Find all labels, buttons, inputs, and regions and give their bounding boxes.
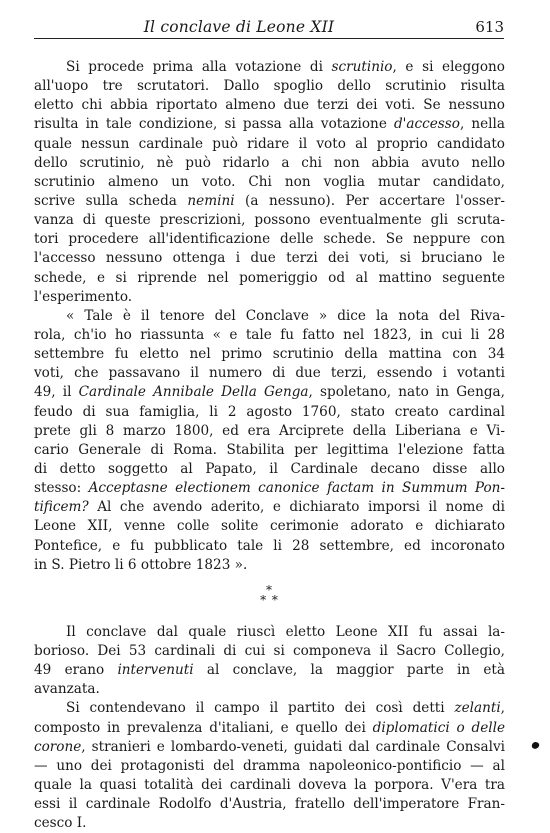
text-line (34, 135, 505, 154)
text-line (34, 479, 505, 498)
text-line (34, 517, 505, 536)
italic-text: nemini (187, 192, 235, 209)
text-line (34, 498, 505, 517)
text-run: , stranieri e lombardo-veneti, guidati dal cardinale Consalvi (81, 738, 505, 755)
text-line (34, 326, 505, 345)
asterism-divider: * * * (260, 582, 279, 607)
italic-text: diplomatici o delle (372, 719, 505, 736)
italic-text: d'accesso (393, 116, 460, 133)
paragraph-rivarola-note (34, 307, 505, 575)
text-run: di detto soggetto al Papato, il Cardinale decano disse allo (34, 460, 505, 477)
text-line (34, 288, 505, 307)
paragraph-voting-procedure (34, 58, 505, 307)
text-run: cesco I. (34, 815, 87, 832)
text-run: scrive sulla scheda (34, 192, 188, 209)
text-run: Si contendevano il campo il partito dei così detti (66, 700, 455, 717)
text-line (34, 403, 505, 422)
text-run: prete gli 8 marzo 1800, ed era Arciprete della Liberiana e Vi- (34, 422, 505, 439)
text-run: l'accesso nessuno ottenga i due terzi dei voti, si bruciano le (34, 250, 505, 267)
text-run: 49 erano (34, 662, 118, 679)
text-line (34, 249, 505, 268)
text-run: scrutinio almeno un voto. Chi non voglia mutar candidato, (34, 173, 505, 190)
text-run: voti, che passavano il numero di due terzi, essendo i votanti (34, 365, 505, 382)
text-run: quale la quasi totalità dei cardinali doveva la porpora. V'era tra (34, 776, 505, 793)
text-line (34, 680, 505, 699)
text-run: all'uopo tre scrutatori. Dallo spoglio dello scrutinio risulta (34, 78, 505, 95)
text-run: stesso: (34, 480, 89, 497)
text-line (34, 58, 505, 77)
text-run: dello scrutinio, nè può ridarlo a chi non abbia avuto nello (34, 154, 505, 171)
text-run: eletto chi abbia riportato almeno due terzi dei voti. Se nessuno (34, 97, 505, 114)
text-run: , nella (459, 116, 505, 133)
italic-text: corone (34, 738, 82, 755)
text-run: composto in prevalenza d'italiani, e quello dei (34, 719, 373, 736)
text-run: (a nessuno). Per accertare l'osser- (234, 192, 505, 209)
italic-text: tificem? (34, 499, 89, 516)
text-line (34, 230, 505, 249)
text-line (34, 441, 505, 460)
page-number: 613 (475, 18, 504, 36)
text-line (34, 364, 505, 383)
text-line (34, 383, 505, 402)
text-run: risulta in tale condizione, si passa alla votazione (34, 116, 394, 133)
text-run: quale nessun cardinale può ridare il voto al proprio candidato (34, 135, 505, 152)
running-title: Il conclave di Leone XII (143, 18, 335, 36)
text-run: Pontefice, e fu pubblicato tale li 28 settembre, ed incoronato (34, 537, 505, 554)
text-run: schede, e si riprende nel pomeriggio od al mattino seguente (34, 269, 505, 286)
text-line (34, 738, 505, 757)
text-line (34, 661, 505, 680)
text-line (34, 77, 505, 96)
text-line (34, 623, 505, 642)
text-run: vanza di queste prescrizioni, possono eventualmente gli scruta- (34, 212, 505, 229)
text-line (34, 154, 505, 173)
text-run: Il conclave dal quale riuscì eletto Leone XII fu assai la- (66, 623, 505, 640)
text-line (34, 537, 505, 556)
italic-text: Cardinale Annibale Della Genga (78, 384, 309, 401)
text-line (34, 556, 505, 575)
text-line (34, 795, 505, 814)
page-header (34, 12, 504, 39)
text-run: , spoletano, nato in Genga, (308, 384, 505, 401)
text-line (34, 460, 505, 479)
text-run: in S. Pietro li 6 ottobre 1823 ». (34, 556, 248, 573)
text-line (34, 345, 505, 364)
text-run: Si procede prima alla votazione di (66, 59, 332, 75)
italic-text: intervenuti (117, 662, 194, 679)
text-line (34, 642, 505, 661)
italic-text: scrutinio (331, 59, 393, 75)
ink-blot-mark (531, 741, 540, 750)
text-line (34, 192, 505, 211)
text-run: cario Generale di Roma. Stabilita per legittima l'elezione fatta (34, 441, 505, 458)
text-line (34, 776, 505, 795)
text-line (34, 757, 505, 776)
text-line (34, 115, 505, 134)
text-run: Al che avendo aderito, e dichiarato imporsi il nome di (88, 499, 505, 516)
text-line (34, 173, 505, 192)
paragraph-conclave-laborious (34, 623, 505, 700)
text-run: — uno dei protagonisti del dramma napoleonico-pontificio — al (34, 757, 505, 774)
text-run: Leone XII, venne colle solite cerimonie adorato e dichiarato (34, 518, 505, 535)
text-run: 49, il (34, 384, 79, 401)
text-run: essi il cardinale Rodolfo d'Austria, fratello dell'imperatore Fran- (34, 796, 505, 813)
body-text (34, 58, 505, 833)
text-run: settembre fu eletto nel primo scrutinio della mattina con 34 (34, 346, 505, 363)
text-line (34, 211, 505, 230)
text-line (34, 719, 505, 738)
text-line (34, 422, 505, 441)
text-run: , e si eleggono (392, 59, 505, 75)
italic-text: zelanti (454, 700, 501, 717)
text-run: l'esperimento. (34, 288, 133, 305)
italic-text: Acceptasne electionem canonice factam in Summum Pon- (88, 480, 505, 497)
text-run: , (500, 700, 505, 717)
text-run: rola, ch'io ho riassunta « e tale fu fatto nel 1823, in cui li 28 (34, 326, 505, 343)
text-run: feudo di sua famiglia, li 2 agosto 1760, stato creato cardinal (34, 403, 505, 420)
text-run: borioso. Dei 53 cardinali di cui si componeva il Sacro Collegio, (34, 642, 505, 659)
text-run: « Tale è il tenore del Conclave » dice la nota del Riva- (66, 307, 505, 324)
text-line (34, 814, 505, 833)
text-run: al conclave, la maggior parte in età (193, 662, 505, 679)
text-run: tori procedere all'identificazione delle schede. Se neppure con (34, 231, 505, 248)
text-line (34, 269, 505, 288)
text-line (34, 307, 505, 326)
text-line (34, 699, 505, 718)
paragraph-factions (34, 699, 505, 833)
text-run: avanzata. (34, 681, 100, 698)
text-line (34, 96, 505, 115)
